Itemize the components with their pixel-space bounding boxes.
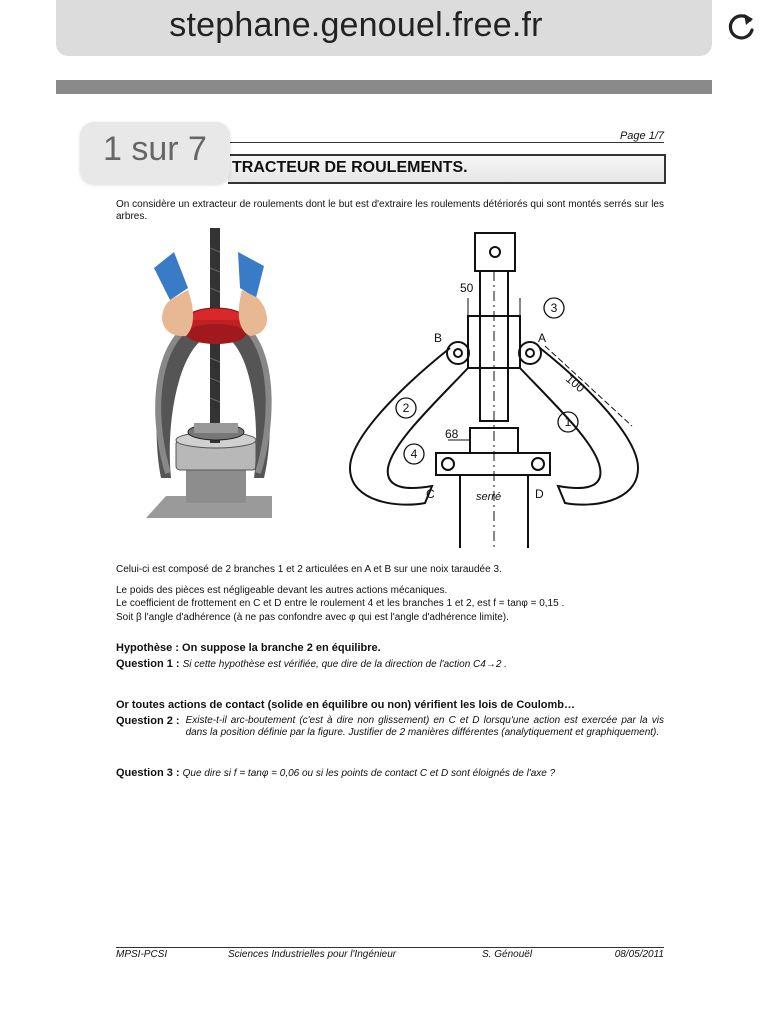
question-2 xyxy=(116,715,664,739)
page-number: Page 1/7 xyxy=(619,130,664,142)
label-c: C xyxy=(426,487,435,501)
part-2-label: 2 xyxy=(402,401,410,415)
label-serre: serré xyxy=(476,491,502,503)
document-title: TRACTEUR DE ROULEMENTS. xyxy=(232,159,468,176)
question-3-label: Question 3 : xyxy=(116,767,180,779)
question-3 xyxy=(116,767,664,779)
page-indicator xyxy=(80,122,230,184)
toolbar-strip xyxy=(56,80,712,94)
question-2-text: Existe-t-il arc-boutement (c'est à dire non glissement) en C et D lorsqu'une action est exercée par la vis dans la position définie par la figure. Justifier de 2 manières différentes (analytiquement et graphiquement). xyxy=(185,715,664,738)
dim-50: 50 xyxy=(460,281,474,295)
question-1-text: Si cette hypothèse est vérifiée, que dire de la direction de l'action C4→2 . xyxy=(182,659,507,670)
label-d: D xyxy=(535,487,544,501)
question-2-label: Question 2 : xyxy=(116,715,180,727)
footer-rule xyxy=(116,947,664,948)
footer-author: S. Génouël xyxy=(482,949,533,960)
paragraph-friction: Le coefficient de frottement en C et D entre le roulement 4 et les branches 1 et 2, est f = tanφ = 0,15 . xyxy=(116,598,565,609)
question-1 xyxy=(116,658,664,670)
part-4-label: 4 xyxy=(410,447,418,461)
label-a: A xyxy=(538,331,547,345)
extractor-diagram xyxy=(340,228,650,558)
reload-icon[interactable] xyxy=(724,10,758,44)
paragraph-angle: Soit β l'angle d'adhérence (à ne pas confondre avec φ qui est l'angle d'adhérence limite). xyxy=(116,612,509,623)
coulomb-heading: Or toutes actions de contact (solide en équilibre ou non) vérifient les lois de Coulomb… xyxy=(116,699,576,711)
document-title-box xyxy=(228,154,666,184)
header-rule xyxy=(230,142,664,143)
dim-68: 68 xyxy=(445,427,459,441)
label-b: B xyxy=(434,331,443,345)
address-bar[interactable] xyxy=(56,0,712,56)
url-text[interactable]: stephane.genouel.free.fr xyxy=(169,6,543,44)
paragraph-composition: Celui-ci est composé de 2 branches 1 et 2 articulées en A et B sur une noix taraudée 3. xyxy=(116,564,502,575)
part-1-label: 1 xyxy=(564,415,572,429)
question-1-label: Question 1 : xyxy=(116,658,180,670)
hypothesis: Hypothèse : On suppose la branche 2 en équilibre. xyxy=(116,642,381,654)
part-3-label: 3 xyxy=(550,301,558,315)
intro-paragraph: On considère un extracteur de roulements dont le but est d'extraire les roulements détériorés qui sont montés serrés sur les arbres. xyxy=(116,199,664,222)
footer-class: MPSI-PCSI xyxy=(116,949,168,960)
left-margin xyxy=(0,0,56,1024)
footer-subject: Sciences Industrielles pour l'Ingénieur xyxy=(228,949,397,960)
bearing-puller-photo xyxy=(146,228,276,528)
paragraph-weight: Le poids des pièces est négligeable devant les autres actions mécaniques. xyxy=(116,585,448,596)
footer-date: 08/05/2011 xyxy=(614,949,664,960)
question-3-text: Que dire si f = tanφ = 0,06 ou si les points de contact C et D sont éloignés de l'axe ? xyxy=(182,768,556,779)
dim-100: 100 xyxy=(563,371,588,396)
page-indicator-label: 1 sur 7 xyxy=(103,130,207,168)
